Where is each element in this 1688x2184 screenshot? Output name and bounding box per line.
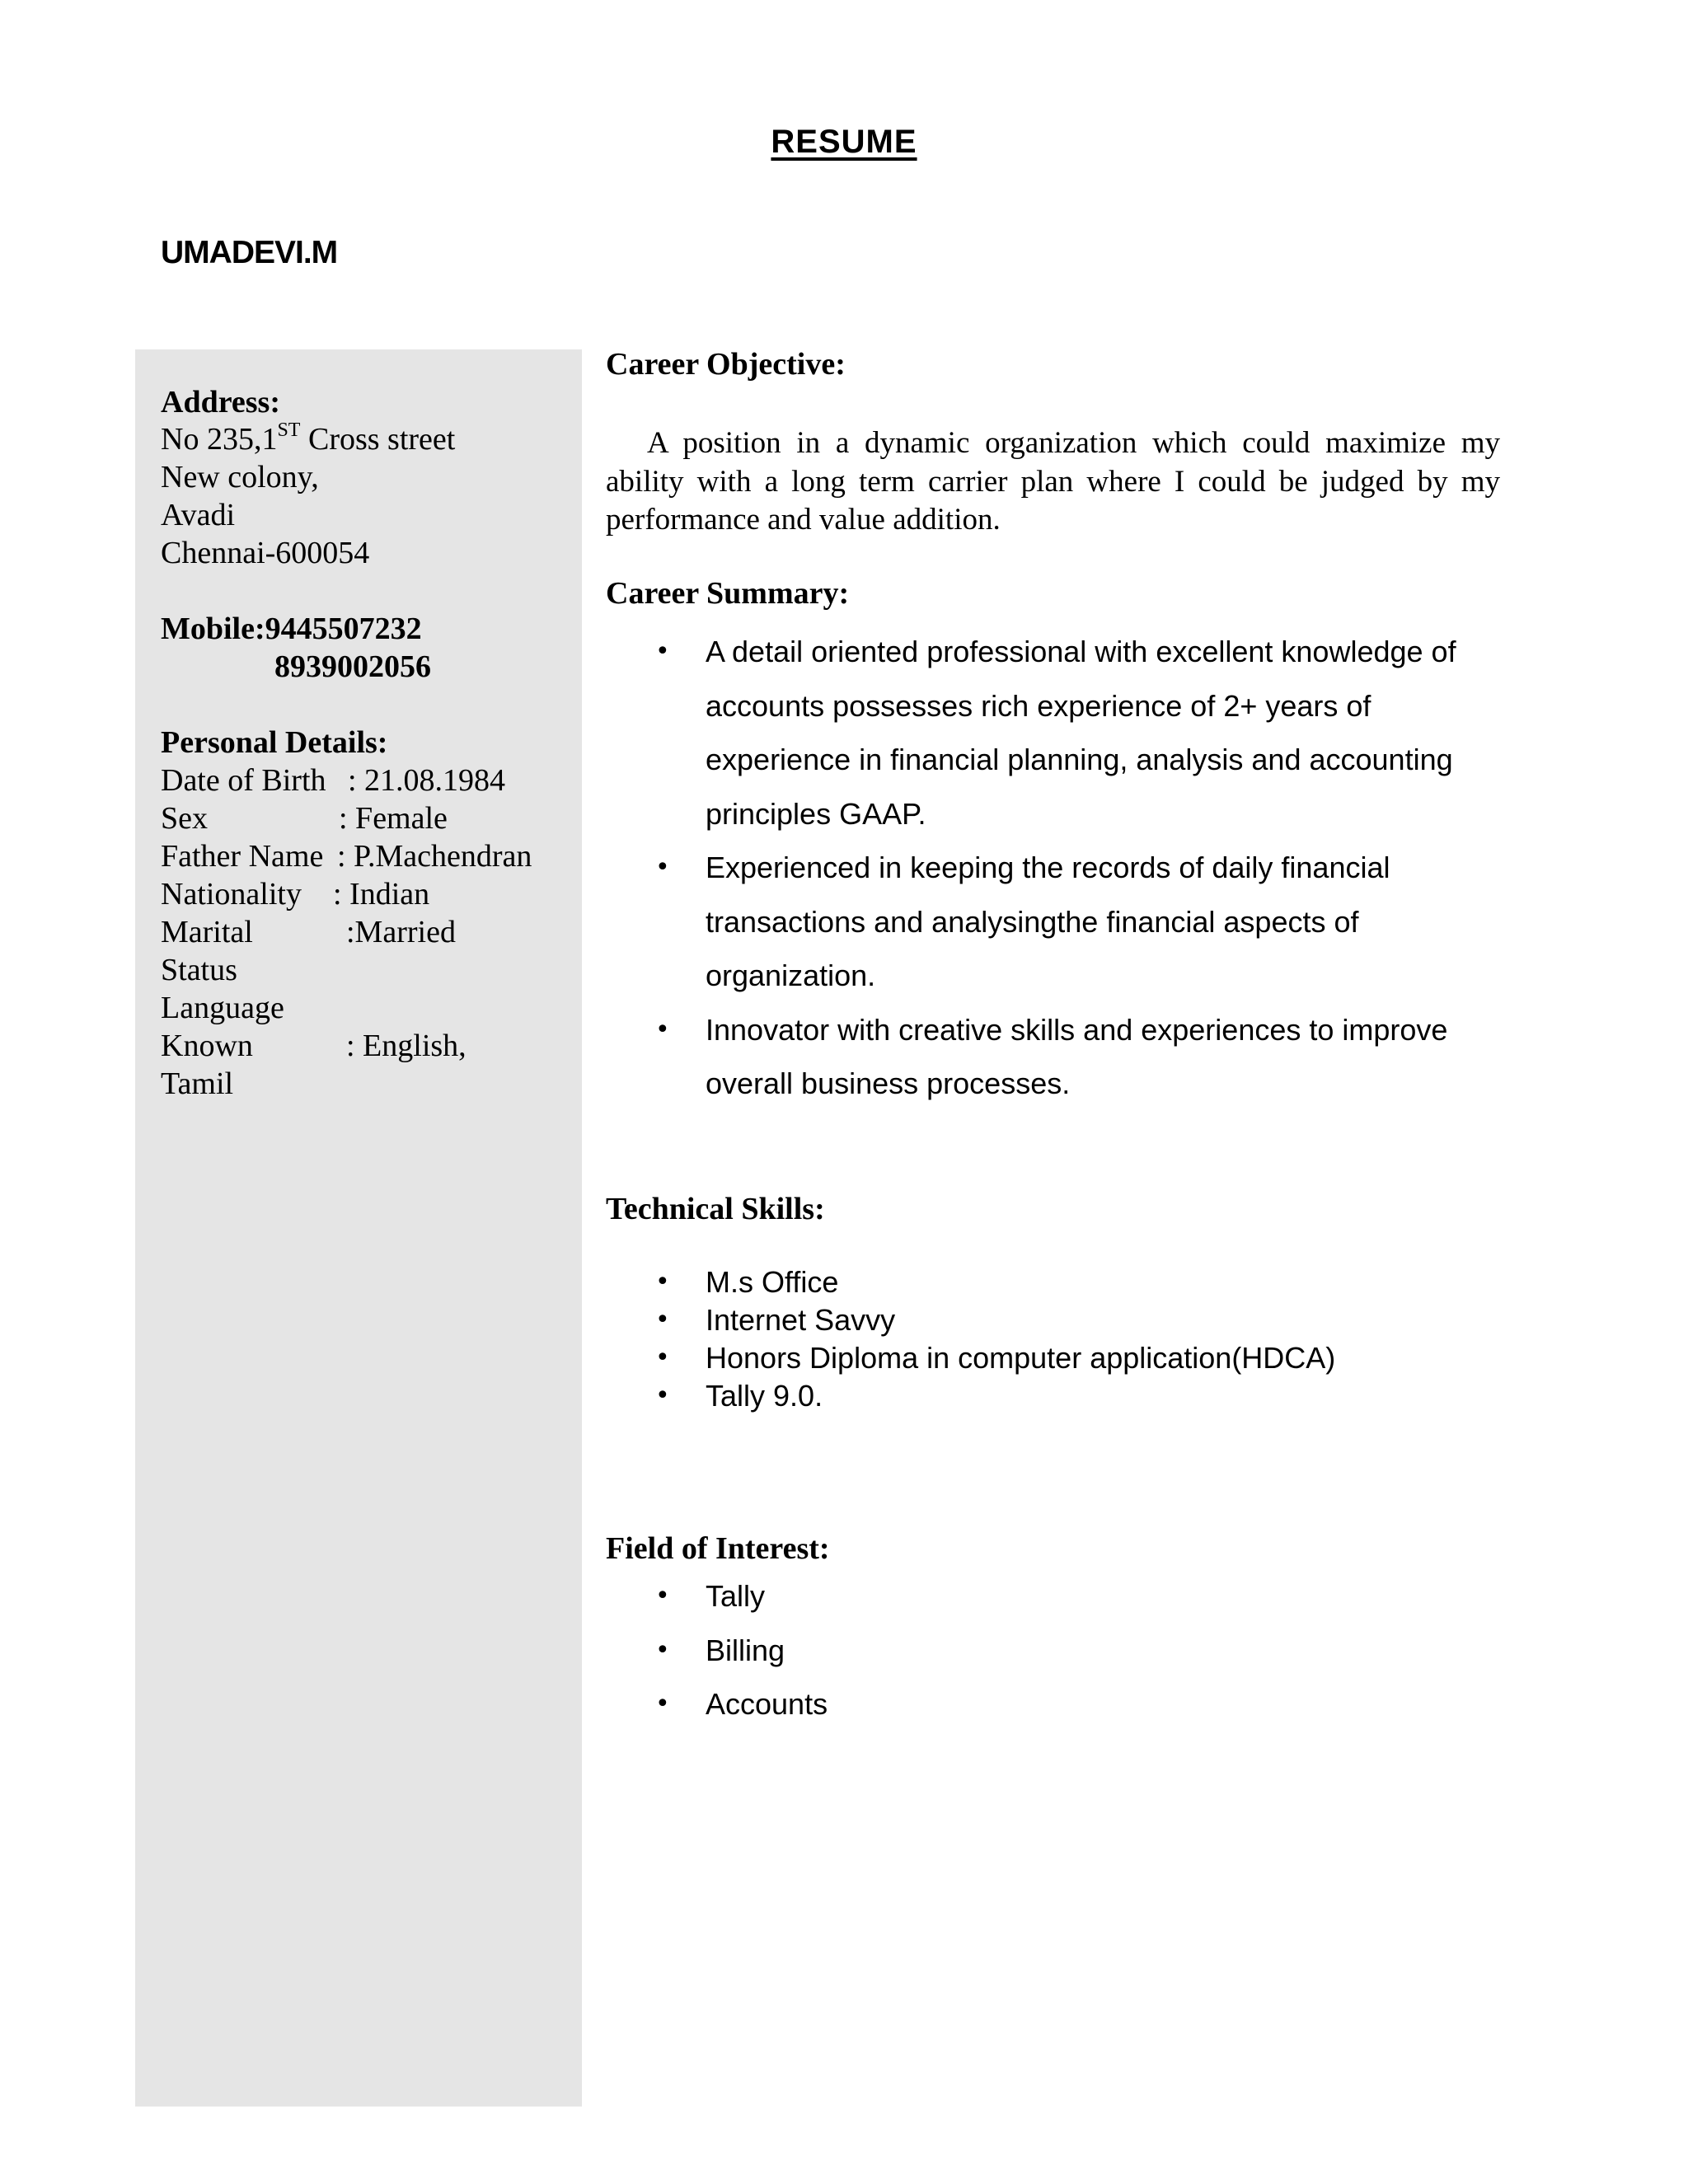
bullet-icon: • [655, 1343, 670, 1372]
bullet-icon: • [655, 637, 670, 666]
career-objective-text: A position in a dynamic organization which could maximize my ability with a long term carrier plan where I could be judged by my performance and value addition. [606, 426, 1500, 537]
marital-row [161, 913, 456, 951]
career-summary-heading: Career Summary: [606, 576, 850, 611]
bullet-icon: • [655, 1305, 670, 1334]
nationality-value: : Indian [333, 877, 430, 912]
interest-text: Billing [706, 1633, 785, 1667]
address-line-4: Chennai-600054 [161, 536, 370, 570]
address-line-2: New colony, [161, 460, 319, 494]
personal-details-heading: Personal Details: [161, 725, 388, 760]
list-item [606, 1624, 1521, 1678]
interest-text: Accounts [706, 1687, 828, 1721]
bullet-icon: • [655, 1690, 670, 1718]
bullet-icon: • [655, 1015, 670, 1044]
marital-value: :Married [346, 915, 456, 949]
field-of-interest-heading: Field of Interest: [606, 1531, 830, 1566]
address-line-1 [161, 420, 455, 458]
mobile-line-1 [161, 610, 422, 648]
list-item [606, 841, 1521, 1003]
career-summary-list [606, 625, 1521, 1111]
address-line-1-suffix: Cross street [300, 422, 456, 457]
list-item [606, 1377, 1521, 1415]
resume-title: RESUME [771, 124, 917, 160]
career-objective-heading: Career Objective: [606, 347, 846, 382]
marital-label-status: Status [161, 953, 237, 987]
technical-skills-list [606, 1263, 1521, 1415]
language-value-2: Tamil [161, 1066, 234, 1101]
candidate-name: UMADEVI.M [161, 235, 338, 270]
language-label: Language [161, 991, 284, 1025]
list-item [606, 1569, 1521, 1624]
sex-row [161, 799, 448, 837]
list-item [606, 1677, 1521, 1732]
father-name-row [161, 837, 532, 875]
sex-value: : Female [339, 801, 448, 836]
skill-text: Honors Diploma in computer application(HDCA) [706, 1341, 1336, 1375]
address-line-1-sup: ST [277, 419, 301, 441]
skill-text: M.s Office [706, 1265, 839, 1299]
nationality-label: Nationality [161, 877, 302, 912]
dob-label: Date of Birth [161, 763, 326, 798]
mobile-label: Mobile: [161, 612, 265, 646]
list-item [606, 1339, 1521, 1377]
page-title [0, 124, 1688, 161]
father-name-label: Father Name [161, 839, 324, 874]
language-row [161, 1027, 467, 1065]
nationality-row [161, 875, 430, 913]
list-item [606, 1301, 1521, 1339]
address-line-3: Avadi [161, 498, 236, 532]
summary-text: Experienced in keeping the records of daily financial transactions and analysingthe financial aspects of organization. [706, 851, 1390, 992]
list-item [606, 1003, 1521, 1111]
bullet-icon: • [655, 853, 670, 882]
interest-text: Tally [706, 1579, 766, 1613]
summary-text: Innovator with creative skills and experiences to improve overall business processes. [706, 1012, 1448, 1100]
list-item [606, 1263, 1521, 1301]
mobile-number-2: 8939002056 [274, 649, 431, 684]
skill-text: Internet Savvy [706, 1303, 896, 1337]
mobile-number-1: 9445507232 [265, 612, 422, 646]
language-value: : English, [346, 1029, 467, 1063]
bullet-icon: • [655, 1381, 670, 1410]
marital-label: Marital [161, 915, 253, 949]
bullet-icon: • [655, 1635, 670, 1665]
dob-value: : 21.08.1984 [348, 763, 506, 798]
language-known-label: Known [161, 1029, 253, 1063]
address-heading: Address: [161, 385, 280, 419]
address-line-1-prefix: No 235,1 [161, 422, 278, 457]
summary-text: A detail oriented professional with excellent knowledge of accounts possesses rich experience of 2+ years of experience in financial planning, analysis and accounting principles GAAP. [706, 635, 1456, 831]
list-item [606, 625, 1521, 841]
sex-label: Sex [161, 801, 208, 836]
skill-text: Tally 9.0. [706, 1379, 823, 1413]
technical-skills-heading: Technical Skills: [606, 1192, 825, 1226]
dob-row [161, 762, 506, 799]
bullet-icon: • [655, 1582, 670, 1610]
field-of-interest-list [606, 1569, 1521, 1732]
bullet-icon: • [655, 1268, 670, 1296]
father-name-value: : P.Machendran [337, 839, 532, 874]
